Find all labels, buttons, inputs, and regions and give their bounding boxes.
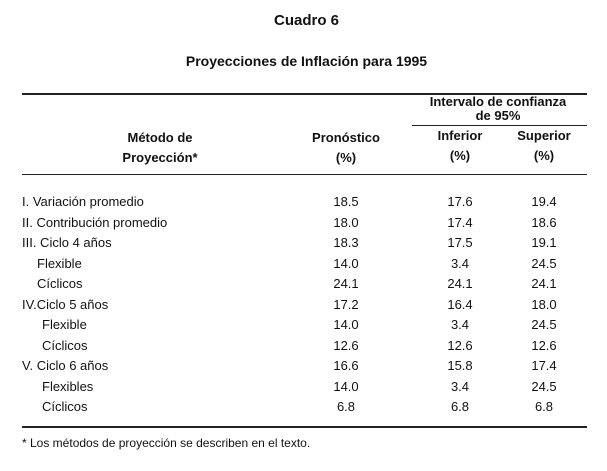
upper-header xyxy=(499,126,589,166)
cell-upper: 19.1 xyxy=(531,235,557,250)
cell-forecast: 18.3 xyxy=(333,235,359,250)
row-label: Cíclicos xyxy=(37,276,83,291)
table-title: Proyecciones de Inflación para 1995 xyxy=(185,53,428,69)
table-row xyxy=(0,192,607,212)
cell-upper: 24.5 xyxy=(531,378,557,394)
upper-header-line2: (%) xyxy=(533,148,555,163)
cell-lower: 17.5 xyxy=(447,235,473,250)
lower-header xyxy=(415,126,505,166)
lower-header-line2: (%) xyxy=(449,148,471,163)
method-header xyxy=(80,128,240,168)
cell-forecast: 6.8 xyxy=(336,399,356,414)
interval-header-line1: Intervalo de confianza xyxy=(429,94,567,109)
cell-upper: 24.1 xyxy=(531,276,557,291)
header-rule xyxy=(22,174,587,175)
cell-upper: 18.6 xyxy=(531,214,557,230)
cell-lower: 24.1 xyxy=(447,276,473,291)
cell-forecast: 14.0 xyxy=(333,378,359,394)
forecast-header-line1: Pronóstico xyxy=(312,130,380,145)
cell-forecast: 18.0 xyxy=(333,214,359,230)
cell-lower: 17.4 xyxy=(447,214,473,230)
bottom-rule xyxy=(22,426,587,428)
cell-forecast: 18.5 xyxy=(333,194,359,209)
cell-forecast: 24.1 xyxy=(333,276,359,291)
cell-upper: 24.5 xyxy=(531,317,557,332)
row-label: II. Contribución promedio xyxy=(22,214,168,230)
table-row xyxy=(0,336,607,356)
table-row xyxy=(0,295,607,315)
cell-lower: 3.4 xyxy=(450,378,470,394)
row-label: Cíclicos xyxy=(42,337,88,353)
cell-upper: 17.4 xyxy=(531,358,557,373)
cell-upper: 18.0 xyxy=(531,296,557,312)
row-label: V. Ciclo 6 años xyxy=(22,358,109,373)
lower-header-line1: Inferior xyxy=(437,128,483,143)
cell-upper: 12.6 xyxy=(531,337,557,353)
table-row xyxy=(0,274,607,294)
table-row xyxy=(0,254,607,274)
interval-header xyxy=(408,92,588,126)
table-row xyxy=(0,315,607,335)
table-row xyxy=(0,397,607,417)
table-number: Cuadro 6 xyxy=(273,12,339,29)
cell-forecast: 14.0 xyxy=(333,317,359,332)
footnote: * Los métodos de proyección se describen en el texto. xyxy=(22,436,311,450)
row-label: Flexible xyxy=(42,317,87,332)
cell-lower: 16.4 xyxy=(447,296,473,312)
cell-lower: 15.8 xyxy=(447,358,473,373)
row-label: Flexible xyxy=(37,255,82,271)
table-row xyxy=(0,356,607,376)
row-label: Cíclicos xyxy=(42,399,88,414)
cell-lower: 3.4 xyxy=(450,317,470,332)
cell-forecast: 16.6 xyxy=(333,358,359,373)
table-row xyxy=(0,377,607,397)
row-label: I. Variación promedio xyxy=(22,194,144,209)
forecast-header-line2: (%) xyxy=(335,150,357,165)
forecast-header xyxy=(296,128,396,168)
cell-upper: 24.5 xyxy=(531,255,557,271)
table-row xyxy=(0,213,607,233)
cell-forecast: 12.6 xyxy=(333,337,359,353)
table-row xyxy=(0,233,607,253)
cell-lower: 17.6 xyxy=(447,194,473,209)
cell-lower: 12.6 xyxy=(447,337,473,353)
upper-header-line1: Superior xyxy=(517,128,571,143)
cell-forecast: 14.0 xyxy=(333,255,359,271)
cell-lower: 3.4 xyxy=(450,255,470,271)
cell-upper: 19.4 xyxy=(531,194,557,209)
cell-lower: 6.8 xyxy=(450,399,470,414)
cell-forecast: 17.2 xyxy=(333,296,359,312)
row-label: Flexibles xyxy=(42,378,94,394)
row-label: IV.Ciclo 5 años xyxy=(22,296,109,312)
method-header-line1: Método de xyxy=(127,130,193,145)
cell-upper: 6.8 xyxy=(534,399,554,414)
method-header-line2: Proyección* xyxy=(122,150,198,165)
interval-header-line2: de 95% xyxy=(475,108,521,123)
row-label: III. Ciclo 4 años xyxy=(22,235,112,250)
